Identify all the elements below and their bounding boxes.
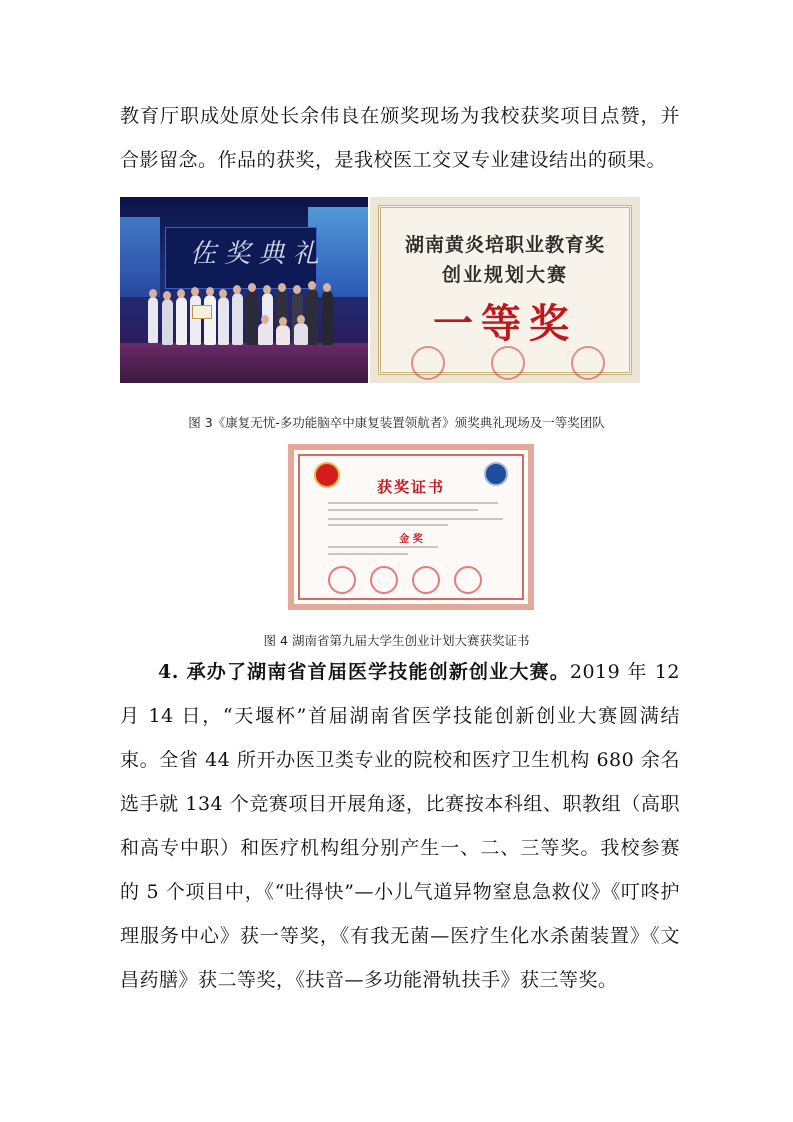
stamp-icon bbox=[328, 566, 356, 594]
seal-icon bbox=[491, 346, 525, 380]
certificate-award: 金 奖 bbox=[399, 534, 423, 545]
seal-icon bbox=[571, 346, 605, 380]
section4-paragraph bbox=[120, 650, 680, 1002]
certificate-title-line2: 创业规划大赛 bbox=[441, 264, 568, 286]
section4-body: 2019 年 12 月 14 日，“天堰杯”首届湖南省医学技能创新创业大赛圆满结束。全省 44 所开办医卫类专业的院校和医疗卫生机构 680 余名选手就 134 个竞赛项目开展角逐，比赛按本科组、职教组（高职和高专中职）和医疗机构组分别产生一、二、三等奖。我校参赛的 5 个项目中，《“吐得快”—小儿气道异物窒息急救仪》《叮咚护理服务中心》获一等奖，《有我无菌—医疗生化水杀菌装置》《文昌药膳》获二等奖，《扶音—多功能滑轨扶手》获三等奖。 bbox=[120, 661, 680, 991]
award-certificate bbox=[288, 444, 534, 610]
seal-icon bbox=[411, 346, 445, 380]
certificate-title: 获奖证书 bbox=[376, 478, 445, 496]
certificate-award: 一等奖 bbox=[433, 300, 577, 347]
certificate-title-line1: 湖南黄炎培职业教育奖 bbox=[404, 234, 605, 256]
figure4-caption: 图 4 湖南省第九届大学生创业计划大赛获奖证书 bbox=[263, 633, 530, 648]
stamp-icon bbox=[412, 566, 440, 594]
award-ceremony-photo: 佐 奖 典 礼 bbox=[120, 197, 368, 383]
stamp-icon bbox=[454, 566, 482, 594]
stamp-icon bbox=[370, 566, 398, 594]
figure3-caption: 图 3《康复无忧-多功能脑卒中康复装置领航者》颁奖典礼现场及一等奖团队 bbox=[188, 415, 605, 430]
section4-heading: 4. 承办了湖南省首届医学技能创新创业大赛。 bbox=[158, 661, 570, 683]
paragraph-ceremony: 教育厅职成处原处长余伟良在颁奖现场为我校获奖项目点赞，并合影留念。作品的获奖，是我校医工交叉专业建设结出的硕果。 bbox=[120, 105, 680, 171]
first-prize-certificate bbox=[370, 197, 640, 383]
